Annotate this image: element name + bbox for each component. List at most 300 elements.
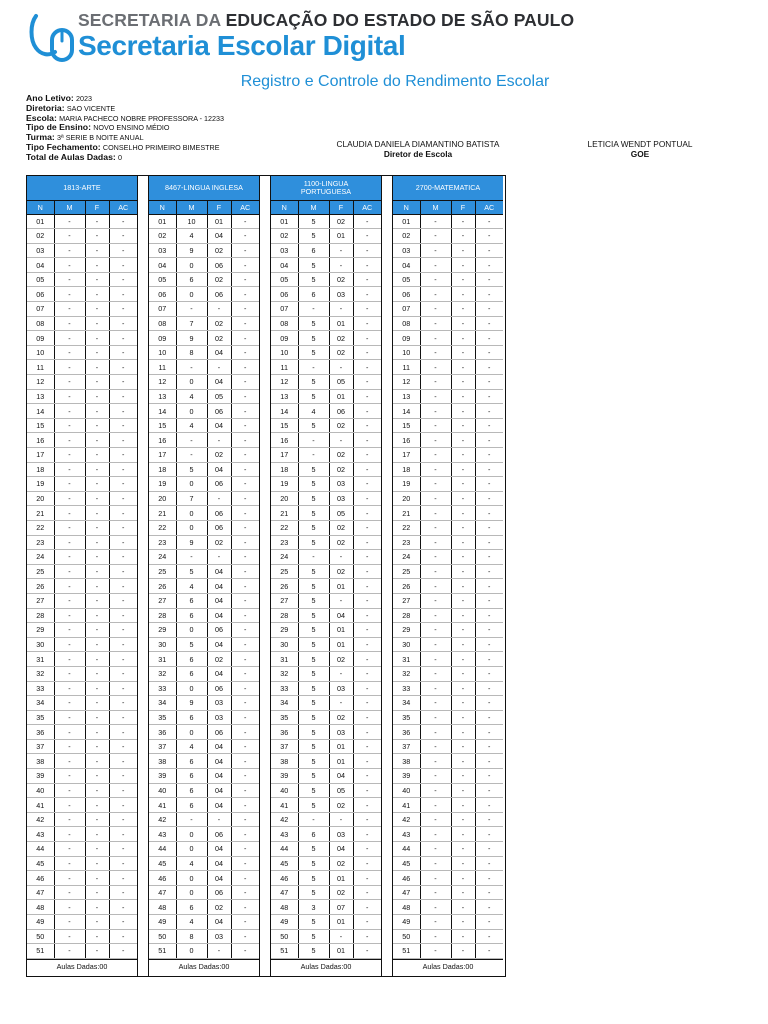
table-cell: - — [353, 520, 381, 535]
table-cell: - — [85, 477, 109, 492]
table-cell: 02 — [393, 229, 420, 244]
table-cell: - — [451, 842, 475, 857]
table-cell: - — [207, 491, 231, 506]
mouse-logo-icon — [28, 10, 78, 66]
table-cell: - — [109, 754, 137, 769]
table-cell: 04 — [207, 462, 231, 477]
subject-block — [149, 176, 259, 973]
table-cell: - — [451, 564, 475, 579]
table-cell: 6 — [176, 608, 207, 623]
info-ano: Ano Letivo: 2023 — [26, 93, 93, 103]
table-cell: - — [451, 229, 475, 244]
table-cell: 05 — [393, 272, 420, 287]
table-cell: - — [475, 535, 503, 550]
table-cell: 0 — [176, 506, 207, 521]
table-cell: - — [54, 272, 85, 287]
table-cell: - — [475, 798, 503, 813]
table-cell: 38 — [271, 754, 298, 769]
table-cell: 5 — [298, 462, 329, 477]
table-cell: 02 — [329, 710, 353, 725]
table-cell: 14 — [27, 404, 54, 419]
column-header: F — [85, 201, 109, 214]
table-cell: - — [353, 331, 381, 346]
table-cell: - — [420, 681, 451, 696]
table-cell: 20 — [271, 491, 298, 506]
table-cell: - — [420, 360, 451, 375]
table-cell: 35 — [149, 710, 176, 725]
table-row — [271, 696, 381, 711]
table-cell: - — [85, 623, 109, 638]
column-header: M — [54, 201, 85, 214]
table-cell: - — [420, 287, 451, 302]
table-cell: - — [420, 389, 451, 404]
table-cell: 04 — [329, 842, 353, 857]
table-cell: - — [85, 900, 109, 915]
table-cell: - — [353, 564, 381, 579]
table-cell: - — [85, 754, 109, 769]
table-row — [27, 812, 137, 827]
table-cell: 0 — [176, 404, 207, 419]
table-row — [27, 491, 137, 506]
table-cell: 34 — [149, 696, 176, 711]
table-cell: 6 — [298, 287, 329, 302]
table-cell: - — [475, 885, 503, 900]
table-row — [149, 535, 259, 550]
table-cell: - — [353, 389, 381, 404]
table-cell: - — [109, 214, 137, 229]
table-cell: 33 — [393, 681, 420, 696]
table-cell: 5 — [176, 637, 207, 652]
table-cell: - — [353, 272, 381, 287]
table-cell: 02 — [207, 900, 231, 915]
table-cell: - — [85, 272, 109, 287]
table-cell: - — [353, 885, 381, 900]
table-cell: - — [353, 418, 381, 433]
table-cell: - — [451, 433, 475, 448]
table-cell: - — [85, 316, 109, 331]
table-cell: - — [207, 433, 231, 448]
table-cell: - — [475, 754, 503, 769]
table-cell: - — [420, 214, 451, 229]
table-row — [393, 944, 503, 959]
table-cell: - — [85, 681, 109, 696]
table-cell: - — [451, 783, 475, 798]
table-cell: 5 — [298, 535, 329, 550]
table-cell: - — [109, 900, 137, 915]
table-row — [393, 608, 503, 623]
table-cell: 47 — [27, 885, 54, 900]
table-cell: - — [231, 696, 259, 711]
table-cell: - — [353, 593, 381, 608]
table-cell: 05 — [329, 506, 353, 521]
table-cell: 5 — [298, 564, 329, 579]
info-aulas: Total de Aulas Dadas: 0 — [26, 151, 123, 162]
table-cell: 0 — [176, 681, 207, 696]
table-cell: 17 — [393, 448, 420, 463]
table-cell: 5 — [176, 462, 207, 477]
table-row — [271, 739, 381, 754]
table-cell: - — [420, 272, 451, 287]
table-cell: 5 — [298, 666, 329, 681]
column-header: AC — [109, 201, 137, 214]
table-cell: - — [54, 754, 85, 769]
table-cell: - — [231, 550, 259, 565]
table-cell: 27 — [393, 593, 420, 608]
table-cell: - — [451, 477, 475, 492]
table-cell: 24 — [27, 550, 54, 565]
table-cell: 49 — [393, 915, 420, 930]
table-cell: 33 — [27, 681, 54, 696]
table-cell: 5 — [298, 623, 329, 638]
subject-block — [271, 176, 381, 973]
table-cell: 51 — [27, 944, 54, 959]
table-cell: - — [85, 769, 109, 784]
column-header: M — [298, 201, 329, 214]
signature-name: LETICIA WENDT PONTUAL — [587, 139, 693, 149]
table-row — [271, 258, 381, 273]
table-cell: - — [54, 550, 85, 565]
table-row — [393, 666, 503, 681]
table-row — [27, 754, 137, 769]
table-row — [393, 389, 503, 404]
table-cell: - — [475, 608, 503, 623]
table-cell: - — [420, 637, 451, 652]
table-cell: - — [451, 929, 475, 944]
table-cell: - — [231, 929, 259, 944]
table-cell: - — [451, 885, 475, 900]
table-cell: 04 — [393, 258, 420, 273]
table-row — [271, 769, 381, 784]
table-cell: - — [451, 491, 475, 506]
table-cell: 22 — [393, 520, 420, 535]
table-cell: - — [451, 944, 475, 959]
table-cell: 22 — [27, 520, 54, 535]
table-cell: 4 — [176, 739, 207, 754]
table-row — [271, 710, 381, 725]
table-cell: 04 — [207, 754, 231, 769]
table-row — [27, 287, 137, 302]
table-cell: - — [85, 258, 109, 273]
table-cell: 03 — [329, 491, 353, 506]
table-cell: 30 — [27, 637, 54, 652]
table-cell: - — [451, 506, 475, 521]
table-row — [149, 608, 259, 623]
table-cell: - — [475, 769, 503, 784]
table-cell: - — [451, 360, 475, 375]
table-cell: - — [109, 535, 137, 550]
table-cell: - — [109, 666, 137, 681]
table-cell: - — [451, 404, 475, 419]
table-cell: 10 — [176, 214, 207, 229]
table-cell: - — [85, 827, 109, 842]
table-cell: 0 — [176, 885, 207, 900]
table-cell: - — [109, 827, 137, 842]
table-cell: 23 — [27, 535, 54, 550]
table-row — [271, 725, 381, 740]
table-cell: 01 — [329, 316, 353, 331]
table-cell: 07 — [271, 302, 298, 317]
table-cell: 07 — [149, 302, 176, 317]
table-row — [393, 477, 503, 492]
table-row — [149, 272, 259, 287]
table-cell: - — [475, 316, 503, 331]
table-row — [393, 900, 503, 915]
table-cell: - — [85, 550, 109, 565]
table-cell: - — [54, 287, 85, 302]
table-cell: - — [475, 725, 503, 740]
table-cell: - — [475, 448, 503, 463]
table-cell: 15 — [149, 418, 176, 433]
table-row — [393, 812, 503, 827]
table-row — [149, 725, 259, 740]
table-cell: - — [54, 842, 85, 857]
table-cell: 04 — [207, 666, 231, 681]
table-cell: - — [231, 375, 259, 390]
table-row — [393, 287, 503, 302]
table-cell: 5 — [298, 681, 329, 696]
table-cell: 21 — [27, 506, 54, 521]
table-row — [393, 448, 503, 463]
signature-role: GOE — [630, 149, 650, 159]
table-cell: - — [231, 637, 259, 652]
table-cell: 5 — [298, 769, 329, 784]
table-cell: 02 — [329, 856, 353, 871]
table-cell: - — [85, 696, 109, 711]
table-cell: - — [329, 360, 353, 375]
table-cell: - — [353, 783, 381, 798]
table-cell: 02 — [207, 652, 231, 667]
table-cell: - — [54, 739, 85, 754]
table-cell: - — [420, 491, 451, 506]
table-cell: - — [231, 404, 259, 419]
table-cell: 03 — [329, 725, 353, 740]
table-cell: - — [109, 637, 137, 652]
table-row — [271, 272, 381, 287]
table-cell: - — [231, 360, 259, 375]
table-cell: - — [353, 214, 381, 229]
table-cell: 25 — [149, 564, 176, 579]
table-row — [393, 462, 503, 477]
table-cell: - — [420, 331, 451, 346]
table-cell: - — [54, 360, 85, 375]
table-cell: - — [353, 856, 381, 871]
table-cell: 9 — [176, 331, 207, 346]
column-header: F — [207, 201, 231, 214]
table-cell: 5 — [298, 491, 329, 506]
table-cell: 28 — [27, 608, 54, 623]
table-cell: - — [353, 491, 381, 506]
table-cell: 14 — [271, 404, 298, 419]
table-row — [149, 520, 259, 535]
report-title: Registro e Controle do Rendimento Escolar — [240, 73, 550, 90]
table-row — [271, 885, 381, 900]
table-row — [149, 929, 259, 944]
table-cell: 0 — [176, 520, 207, 535]
table-cell: 41 — [27, 798, 54, 813]
table-cell: 14 — [149, 404, 176, 419]
table-cell: - — [85, 608, 109, 623]
table-cell: - — [353, 739, 381, 754]
table-row — [393, 345, 503, 360]
table-cell: 04 — [207, 739, 231, 754]
table-cell: - — [475, 623, 503, 638]
table-cell: - — [353, 506, 381, 521]
table-cell: - — [353, 535, 381, 550]
table-row — [149, 856, 259, 871]
table-cell: - — [54, 769, 85, 784]
table-cell: 13 — [393, 389, 420, 404]
table-cell: 9 — [176, 243, 207, 258]
table-cell: - — [420, 520, 451, 535]
table-cell: - — [109, 477, 137, 492]
table-cell: - — [231, 944, 259, 959]
table-cell: - — [353, 681, 381, 696]
table-row — [271, 550, 381, 565]
table-cell: - — [420, 302, 451, 317]
table-row — [27, 316, 137, 331]
table-cell: 0 — [176, 287, 207, 302]
table-cell: - — [353, 798, 381, 813]
table-cell: 23 — [271, 535, 298, 550]
table-row — [27, 856, 137, 871]
table-cell: 06 — [149, 287, 176, 302]
table-cell: - — [420, 885, 451, 900]
table-cell: - — [109, 360, 137, 375]
table-cell: - — [231, 491, 259, 506]
table-cell: - — [475, 696, 503, 711]
table-cell: - — [451, 827, 475, 842]
table-cell: - — [231, 229, 259, 244]
table-cell: 02 — [207, 272, 231, 287]
table-row — [27, 885, 137, 900]
table-row — [149, 433, 259, 448]
table-cell: 02 — [329, 448, 353, 463]
table-cell: 16 — [271, 433, 298, 448]
table-cell: 02 — [329, 885, 353, 900]
table-row — [27, 608, 137, 623]
table-row — [27, 929, 137, 944]
table-cell: 02 — [329, 798, 353, 813]
table-cell: 05 — [149, 272, 176, 287]
table-cell: - — [54, 535, 85, 550]
table-cell: 25 — [27, 564, 54, 579]
table-cell: 31 — [149, 652, 176, 667]
table-cell: 31 — [271, 652, 298, 667]
table-row — [393, 375, 503, 390]
table-cell: - — [451, 915, 475, 930]
table-cell: 16 — [393, 433, 420, 448]
table-cell: - — [451, 754, 475, 769]
table-cell: - — [420, 375, 451, 390]
signature-goe — [560, 139, 720, 159]
table-cell: 42 — [149, 812, 176, 827]
table-row — [271, 623, 381, 638]
table-cell: - — [451, 812, 475, 827]
table-cell: 12 — [393, 375, 420, 390]
table-cell: 02 — [271, 229, 298, 244]
table-cell: 31 — [27, 652, 54, 667]
table-cell: - — [54, 491, 85, 506]
table-cell: 40 — [271, 783, 298, 798]
table-row — [149, 842, 259, 857]
table-cell: - — [231, 871, 259, 886]
table-cell: 32 — [271, 666, 298, 681]
table-cell: 4 — [176, 915, 207, 930]
table-cell: - — [451, 302, 475, 317]
table-cell: 22 — [149, 520, 176, 535]
table-cell: 42 — [393, 812, 420, 827]
table-cell: - — [475, 929, 503, 944]
aulas-dadas-footer: Aulas Dadas:00 — [393, 959, 503, 973]
table-cell: 13 — [27, 389, 54, 404]
table-cell: - — [85, 462, 109, 477]
table-cell: - — [109, 433, 137, 448]
table-cell: - — [475, 360, 503, 375]
table-cell: 37 — [271, 739, 298, 754]
table-cell: - — [475, 272, 503, 287]
table-cell: - — [231, 272, 259, 287]
table-cell: 04 — [207, 579, 231, 594]
table-cell: 5 — [298, 885, 329, 900]
table-row — [271, 652, 381, 667]
table-cell: - — [420, 652, 451, 667]
table-cell: 46 — [27, 871, 54, 886]
table-row — [271, 900, 381, 915]
table-cell: - — [420, 506, 451, 521]
table-cell: - — [353, 302, 381, 317]
table-cell: - — [54, 579, 85, 594]
table-cell: - — [420, 842, 451, 857]
table-cell: - — [231, 812, 259, 827]
table-cell: 26 — [149, 579, 176, 594]
table-cell: - — [85, 710, 109, 725]
table-cell: - — [54, 798, 85, 813]
table-cell: 25 — [393, 564, 420, 579]
table-cell: 30 — [271, 637, 298, 652]
table-row — [271, 229, 381, 244]
table-cell: - — [109, 944, 137, 959]
table-cell: - — [420, 433, 451, 448]
table-cell: 47 — [271, 885, 298, 900]
table-cell: 4 — [176, 418, 207, 433]
table-cell: - — [231, 798, 259, 813]
table-cell: 20 — [149, 491, 176, 506]
table-row — [393, 258, 503, 273]
table-cell: 04 — [207, 593, 231, 608]
table-cell: 02 — [207, 448, 231, 463]
table-cell: 5 — [298, 331, 329, 346]
table-cell: 6 — [176, 754, 207, 769]
table-row — [271, 389, 381, 404]
table-row — [393, 783, 503, 798]
table-cell: - — [475, 564, 503, 579]
table-row — [393, 433, 503, 448]
column-separator — [259, 176, 271, 976]
table-cell: - — [451, 637, 475, 652]
table-cell: 28 — [149, 608, 176, 623]
table-cell: 29 — [393, 623, 420, 638]
table-cell: - — [85, 433, 109, 448]
table-cell: 04 — [207, 783, 231, 798]
table-cell: - — [420, 827, 451, 842]
table-cell: - — [475, 477, 503, 492]
table-cell: 39 — [271, 769, 298, 784]
table-cell: 05 — [27, 272, 54, 287]
grades-table — [271, 201, 381, 959]
table-cell: - — [231, 477, 259, 492]
table-row — [149, 623, 259, 638]
aulas-dadas-footer: Aulas Dadas:00 — [27, 959, 137, 973]
